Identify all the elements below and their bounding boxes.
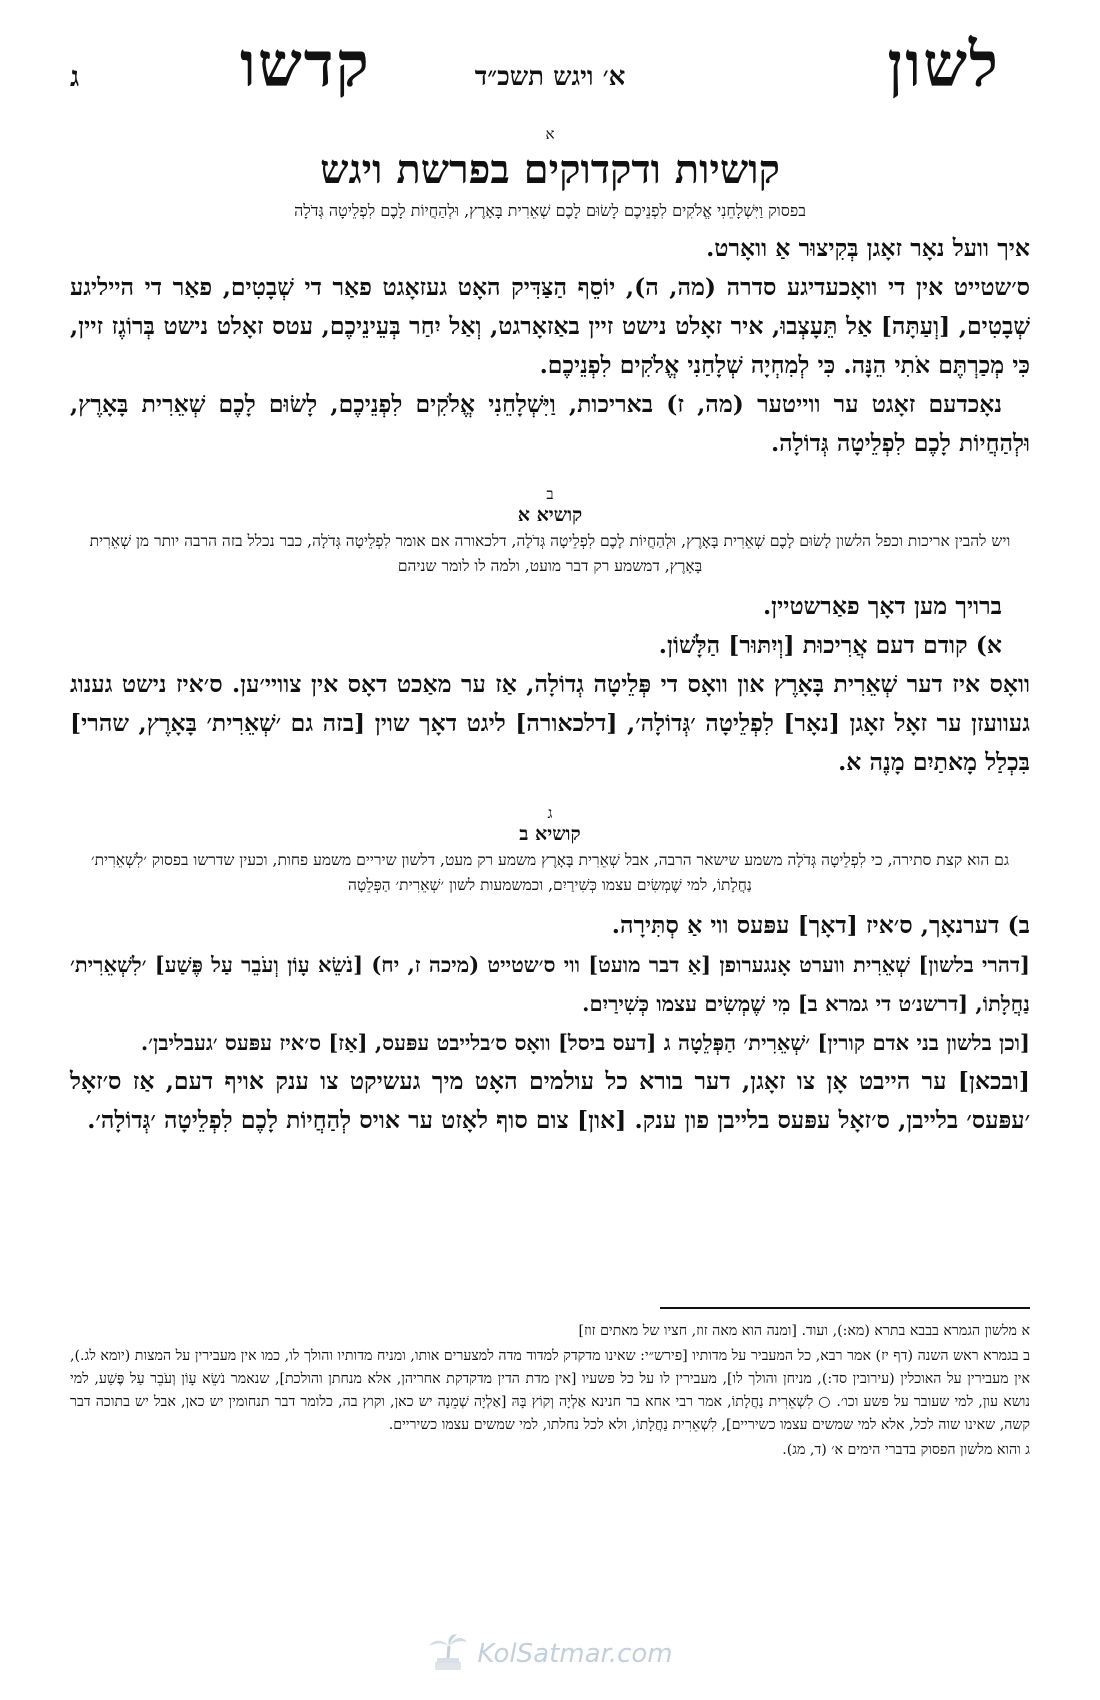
section-c-letter: ג bbox=[547, 804, 553, 822]
section-c-paragraph: [ובכאן] ער הייבט אָן צו זאָגן, דער בורא כל עולמים האָט מיך געשיקט צו ענק אויף דעם, אַז ס׳זאָל ׳עפּעס׳ בלייבן, ס׳זאָל עפּעס בלייבן פון ענק. [און] צום סוף לאָזט ער אויס לְהַחֲיוֹת לָכֶם לִפְלֵיטָה ׳גְּדוֹלָה׳. bbox=[70, 1067, 1030, 1134]
section-a-letter: א bbox=[545, 125, 555, 143]
main-content bbox=[70, 125, 1030, 1140]
header-title-left: קדשו bbox=[240, 28, 371, 101]
footnote-divider bbox=[660, 1307, 1030, 1309]
section-c-paragraph: [דהרי בלשון] שְׁאֵרִית ווערט אָנגערופן [אַ דבר מועט] ווי ס׳שטייט (מיכה ז, יח) [נֹשֵׂא עָוֹן וְעֹבֵר עַל פֶּשַׁע] ׳לִשְׁאֵרִית׳ נַחֲלָתוֹ, [דרשנ׳ט די גמרא ב] מִי שֶׁמְשִׂים עצמו כְּשִׁירַיִם. bbox=[70, 952, 1030, 1016]
header-title-right: לשון bbox=[887, 28, 1000, 101]
section-a-paragraph: ס׳שטייט אין די וואָכעדיגע סדרה (מה, ה), יוֹסֵף הַצַּדִּיק האָט געזאָגט פאַר די שְׁבָטִים, פאַר די הייליגע שְׁבָטִים, [וְעַתָּה] אַל תֵּעָצְבוּ, איר זאָלט נישט זיין באַזאָרגט, וְאַל יִחַר בְּעֵינֵיכֶם, עטס זאָלט נישט בְּרוֹגֶז זיין, כִּי מְכַרְתֶּם אֹתִי הֵנָּה. כִּי לְמִחְיָה שְׁלָחַנִי אֱלֹקִים לִפְנֵיכֶם. bbox=[70, 273, 1030, 379]
footnotes bbox=[70, 1320, 1030, 1464]
footnote: א מלשון הגמרא בבבא בתרא (מא:), ועוד. [ומנה הוא מאה זוז, חציו של מאתים זוז] bbox=[578, 1323, 1030, 1339]
section-a-paragraph: נאָכדעם זאָגט ער ווייטער (מה, ז) באריכות, וַיִּשְׁלָחֵנִי אֱלֹקִים לִפְנֵיכֶם, לָשׂוּם לָכֶם שְׁאֵרִית בָּאָרֶץ, וּלְהַחֲיוֹת לָכֶם לִפְלֵיטָה גְּדוֹלָה. bbox=[70, 390, 1030, 457]
section-a-title: קושיות ודקדוקים בפרשת ויגש bbox=[320, 146, 780, 193]
section-c-source: גם הוא קצת סתירה, כי לִפְלֵיטָה גְּדֹלָה משמע שישאר הרבה, אבל שְׁאֵרִית בָּאָרֶץ משמע רק מעט, דלשון שיריים משמע פחות, וכעין שדרשו בפסוק ׳לִשְׁאֵרִית׳ נַחֲלָתוֹ, למי שֶׁמְשִׂים עצמו כְּשִׁירַיִם, וכמשמעות לשון ׳שְׁאֵרִית׳ הַפְּלֵטָה bbox=[91, 851, 1009, 894]
footnote: ב בגמרא ראש השנה (דף יז) אמר רבא, כל המעביר על מדותיו [פירש״י: שאינו מדקדק למדוד מדה למצערים אותו, ומניח מדותיו והולך לו, כמו אין מעבירין על המצות (יומא לג.), אין מעבירין על האוכלין (עירובין סד:), מניחן והולך לו], מעבירין לו על כל פשעיו [אין מדת הדין מדקדקת אחריהן, אלא מנחתן והולכת], שנאמר נֹשֵׂא עָוֹן וְעֹבֵר עַל פֶּשַׁע, למי נושא עון, למי שעובר על פשע וכו׳. ○ לִשְׁאֵרִית נַחֲלָתוֹ, אמר רבי אחא בר חנינא אַלְיָה וְקוֹץ בָּהּ [אַלְיָה שְׁמֵנָה יש כאן, וקוץ בה, כלומר דבר תנחומין יש כאן, אבל יש בתוכה דבר קשה, שאינו שוה לכל, אלא למי שמשים עצמו כשיריים], לִשְׁאֵרִית נַחֲלָתוֹ, ולא לכל נחלתו, למי שמשים עצמו כשיריים. bbox=[70, 1348, 1030, 1433]
section-a-source: בפסוק וַיִּשְׁלָחֵנִי אֱלֹקִים לִפְנֵיכֶם לָשׂוּם לָכֶם שְׁאֵרִית בָּאָרֶץ, וּלְהַחֲיוֹת לָכֶם לִפְלֵיטָה גְּדֹלָה bbox=[294, 201, 806, 220]
palm-tree-icon bbox=[427, 1632, 469, 1676]
section-c-title: קושיא ב bbox=[519, 823, 581, 845]
page-number: ג bbox=[70, 60, 80, 93]
section-b-source: ויש להבין אריכות וכפל הלשון לָשׂוּם לָכֶם שְׁאֵרִית בָּאָרֶץ, וּלְהַחֲיוֹת לָכֶם לִפְלֵיטָה גְּדֹלָה, דלכאורה אם אומר לִפְלֵיטָה גְּדֹלָה, כבר נכלל בזה הרבה יותר מן שְׁאֵרִית בָּאָרֶץ, דמשמע רק דבר מועט, ולמה לו לומר שניהם bbox=[89, 532, 1011, 575]
section-b-paragraph: וואָס איז דער שְׁאֵרִית בָּאָרֶץ און וואָס די פְּלֵיטָה גְדוֹלָה, אַז ער מאַכט דאָס אין צוויי׳ען. ס׳איז נישט גענוג געוועזן ער זאָל זאָגן [נאָר] לִפְלֵיטָה ׳גְּדוֹלָה׳, [דלכאורה] ליגט דאָך שוין [בזה גם ׳שְׁאֵרִית׳ בָּאָרֶץ, שהרי] בִּכְלַל מָאתַיִם מָנֶה א. bbox=[70, 670, 1030, 776]
section-c-paragraph: [וכן בלשון בני אדם קורין] ׳שְׁאֵרִית׳ הַפְּלֵטָה ג [דעס ביסל] וואָס ס׳בלייבט עפּעס, [אַז] ס׳איז עפּעס ׳געבליבן׳. bbox=[140, 1030, 1030, 1055]
page-header bbox=[60, 28, 1040, 108]
watermark-text: KolSatmar.com bbox=[477, 1639, 673, 1669]
watermark bbox=[0, 1632, 1100, 1676]
section-b-letter: ב bbox=[546, 485, 554, 503]
section-b-paragraph: א) קודם דעם אֲרִיכוּת [וְיִתּוּר] הַלָּשׁוֹן. bbox=[658, 631, 1002, 659]
header-parsha-date: א׳ ויגש תשכ״ד bbox=[474, 62, 626, 92]
section-b-paragraph: ברויך מען דאָך פאַרשטיין. bbox=[762, 592, 1002, 620]
section-b-title: קושיא א bbox=[517, 504, 583, 526]
section-c-paragraph: ב) דערנאָך, ס׳איז [דאָך] עפּעס ווי אַ סְתִּירָה. bbox=[611, 911, 1030, 939]
footnote: ג והוא מלשון הפסוק בדברי הימים א׳ (ד, מג). bbox=[782, 1442, 1030, 1458]
section-a-paragraph: איך וועל נאָר זאָגן בְּקִיצוּר אַ וואָרט. bbox=[706, 234, 1030, 262]
